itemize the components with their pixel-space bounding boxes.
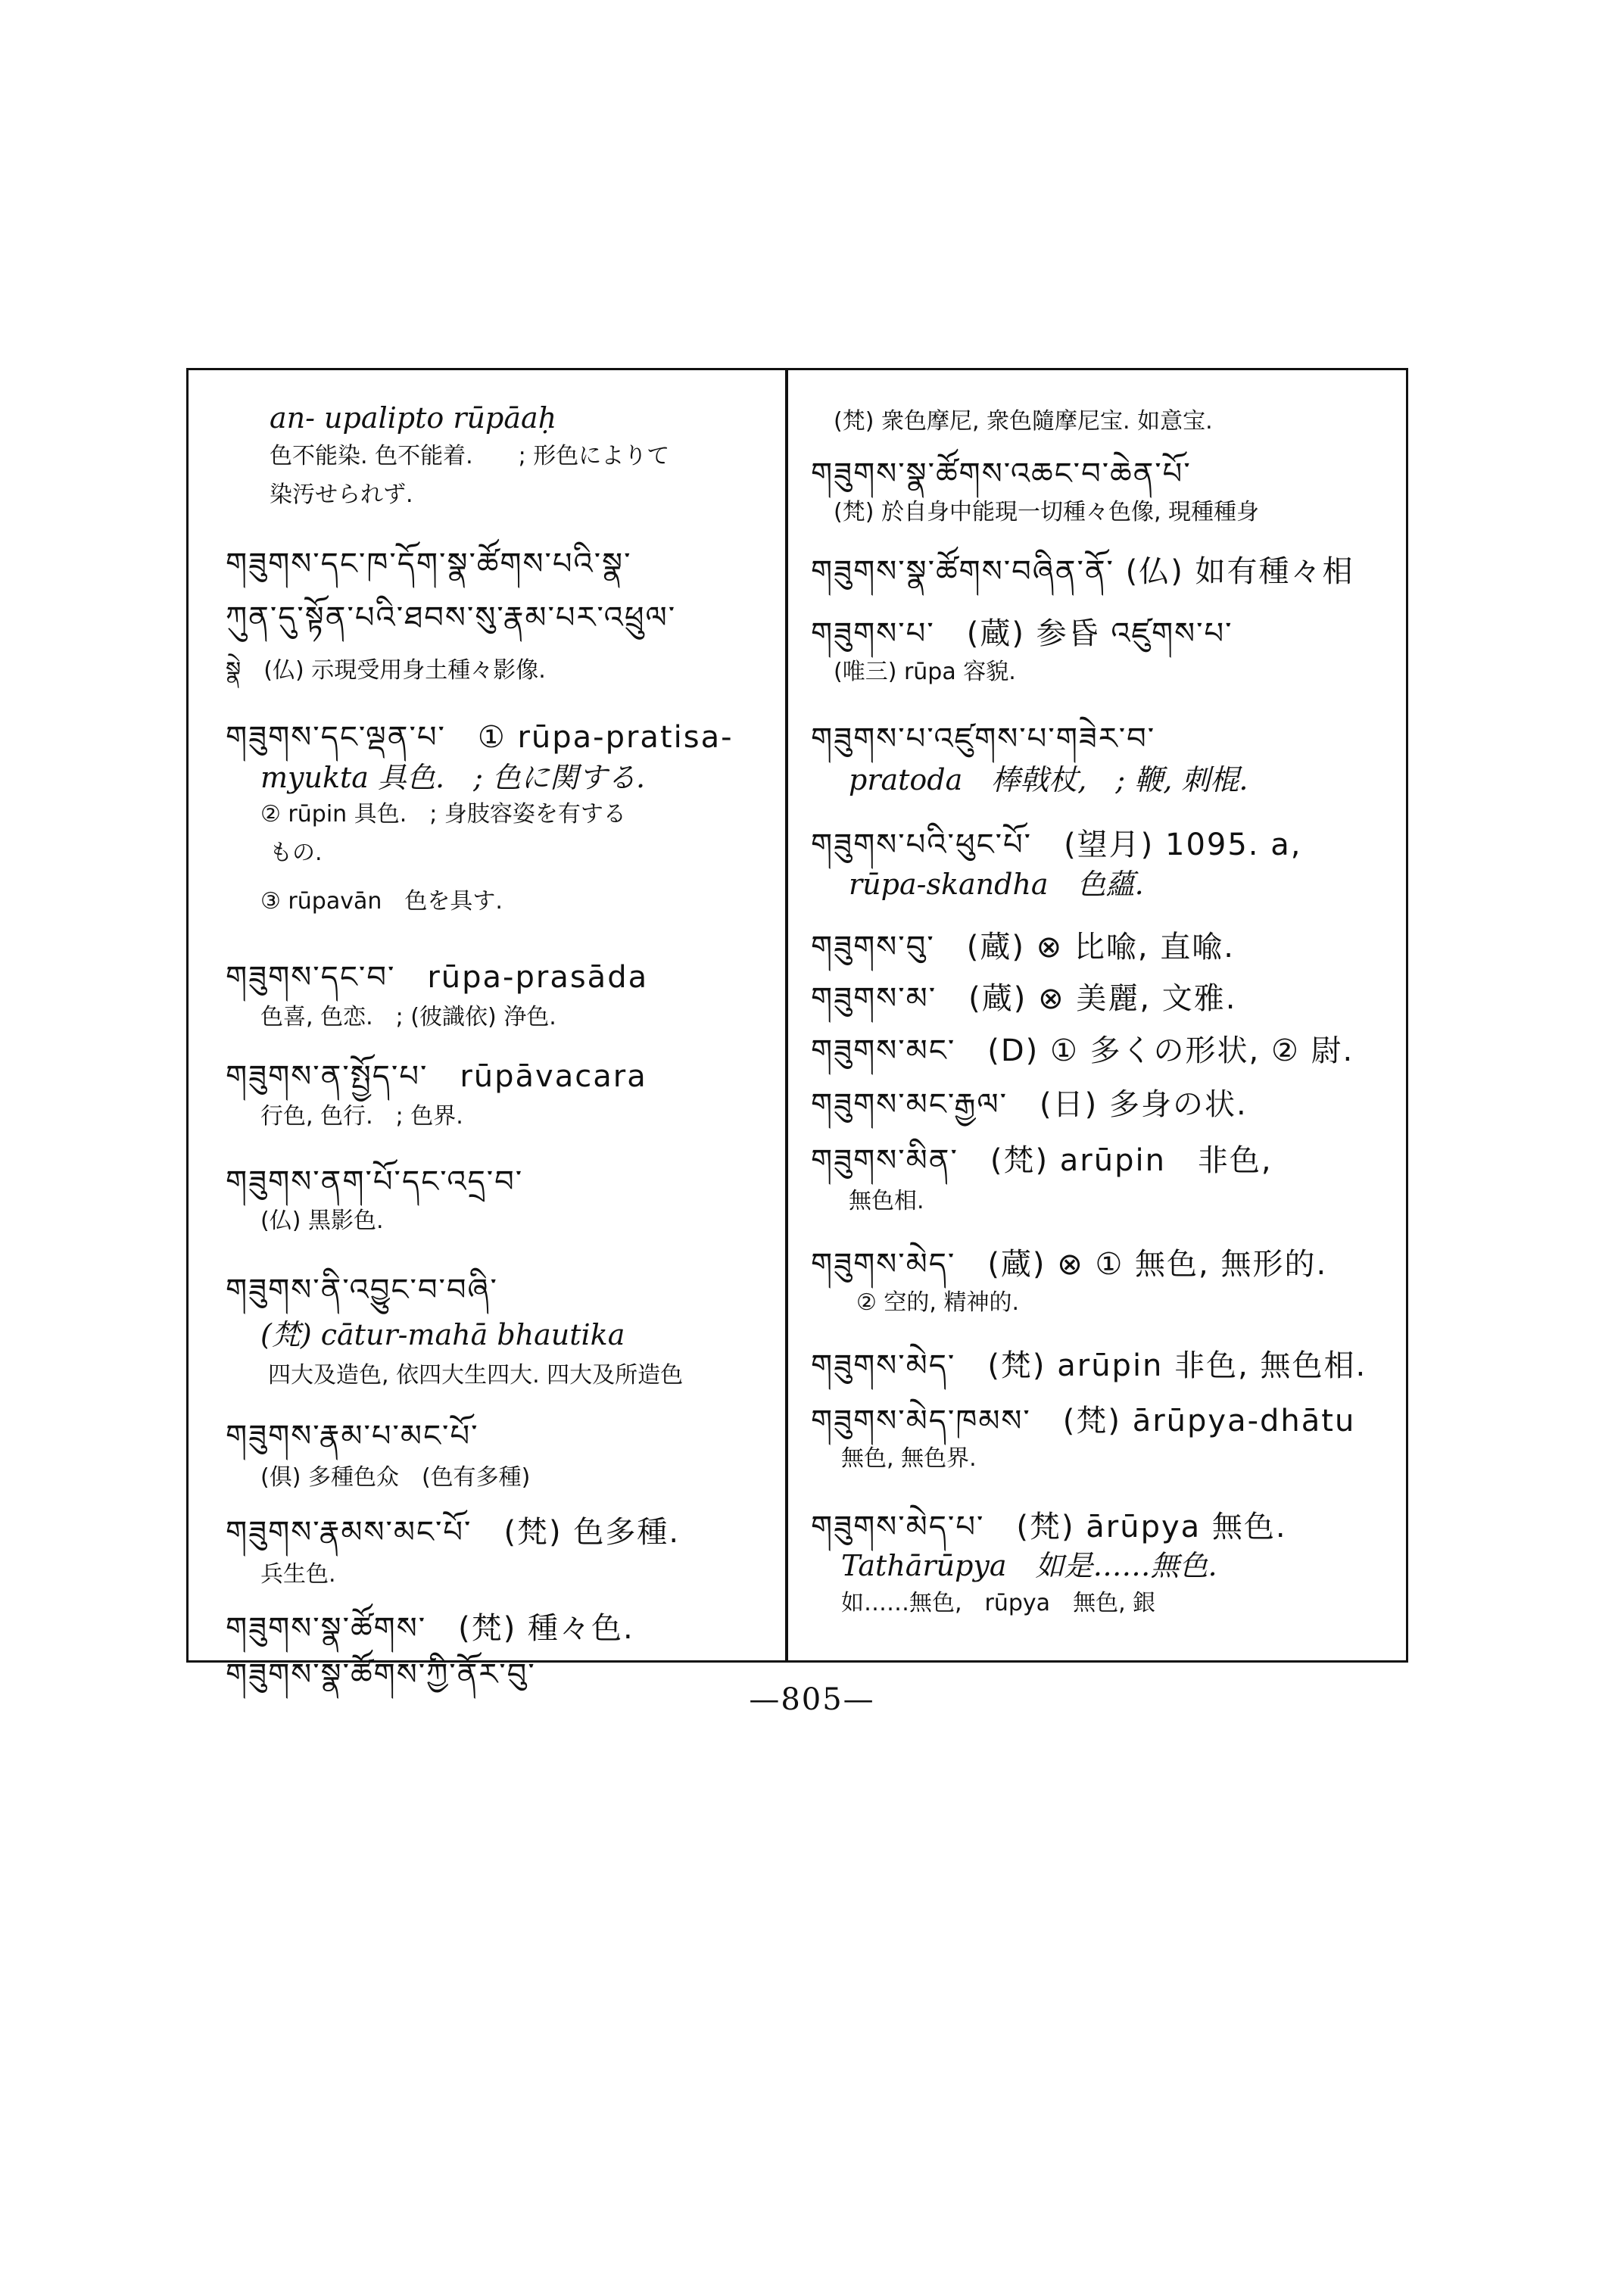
right-entry-line: 如……無色, rūpya 無色, 銀 [841, 1590, 1156, 1617]
left-entry-line: གཟུགས་སྣ་ཚོགས་ཀྱི་ནོར་བུ་ [226, 1657, 536, 1693]
right-entry-line: གཟུགས་པ་ (蔵) 参昏 འཛུགས་པ་ [811, 616, 1233, 652]
right-entry-line: (唯三) rūpa 容貌. [834, 658, 1016, 685]
right-entry-line: 無色相. [849, 1188, 924, 1215]
right-entry-line: གཟུགས་མེད་ཁམས་ (梵) ārūpya-dhātu [811, 1403, 1356, 1438]
left-entry-line: 染汚せられず. [270, 481, 413, 508]
right-entry-line: གཟུགས་མེད་ (梵) arūpin 非色, 無色相. [811, 1348, 1367, 1384]
left-entry-line: (俱) 多種色众 (色有多種) [260, 1464, 531, 1491]
right-entry-line: གཟུགས་སྣ་ཚོགས་འཆང་བ་ཆེན་པོ་ [811, 457, 1192, 492]
left-entry-line: གཟུགས་ན་སྤྱོད་པ་ rūpāvacara [226, 1059, 647, 1095]
left-entry-line: ③ rūpavān 色を具す. [260, 888, 503, 915]
left-entry-line: ② rūpin 具色. ; 身肢容姿を有する [260, 800, 626, 828]
left-entry-line: སྣེ (仏) 示現受用身土種々影像. [226, 657, 546, 684]
left-entry-line: (梵) cātur-mahā bhautika [260, 1317, 625, 1351]
left-entry-line: (仏) 黒影色. [260, 1208, 384, 1235]
right-entry-line: གཟུགས་མིན་ (梵) arūpin 非色, [811, 1143, 1273, 1179]
left-entry-line: 四大及造色, 依四大生四大. 四大及所造色 [268, 1361, 684, 1389]
left-entry-line: གཟུགས་དང་ལྡན་པ་ ① rūpa-pratisa- [226, 720, 734, 756]
left-entry-line: གཟུགས་རྣམས་མང་པོ་ (梵) 色多種. [226, 1515, 681, 1551]
left-entry-line: གཟུགས་སྣ་ཚོགས་ (梵) 種々色. [226, 1610, 634, 1646]
left-entry-line: myukta 具色. ; 色に関する. [260, 760, 646, 794]
right-entry-line: གཟུགས་མ་ (蔵) ⊗ 美麗, 文雅. [811, 981, 1237, 1017]
left-entry-line: གཟུགས་དང་ཁ་དོག་སྣ་ཚོགས་པའི་སྣ་ [226, 546, 632, 581]
right-entry-line: (梵) 衆色摩尼, 衆色隨摩尼宝. 如意宝. [834, 407, 1213, 435]
right-entry-line: Tathārūpya 如是……無色. [841, 1548, 1217, 1582]
left-entry-line: 行色, 色行. ; 色界. [260, 1102, 463, 1130]
right-entry-line: གཟུགས་མང་རྒྱལ་ (日) 多身の状. [811, 1087, 1248, 1123]
right-column [788, 368, 1408, 1663]
left-entry-line: 兵生色. [260, 1560, 336, 1588]
right-entry-line: pratoda 棒戟杖, ; 鞭, 刺棍. [849, 762, 1248, 796]
left-entry-line: གཟུགས་རྣམ་པ་མང་པོ་ [226, 1418, 479, 1454]
right-entry-line: གཟུགས་བུ་ (蔵) ⊗ 比喩, 直喩. [811, 930, 1236, 965]
right-entry-line: rūpa-skandha 色蘊. [849, 868, 1144, 902]
left-entry-line: an- upalipto rūpāaḥ [270, 401, 557, 435]
left-entry-line: གཟུགས་ནག་པོ་དང་འདྲ་བ་ [226, 1164, 524, 1199]
left-entry-line: 色喜, 色恋. ; (彼識依) 浄色. [260, 1003, 556, 1030]
right-entry-line: གཟུགས་པ་འཛུགས་པ་གཟེར་བ་ [811, 721, 1156, 756]
left-entry-line: 色不能染. 色不能着. ; 形色によりて [270, 443, 670, 470]
page-number: —805— [749, 1682, 875, 1717]
left-column [186, 368, 785, 1693]
right-entry-line: ② 空的, 精神的. [856, 1289, 1020, 1317]
right-entry-line: གཟུགས་མང་ (D) ① 多くの形状, ② 尉. [811, 1033, 1354, 1069]
right-entry-line: གཟུགས་སྣ་ཚོགས་བཞིན་ནོ་ (仏) 如有種々相 [811, 554, 1354, 590]
left-entry-line: ཀུན་དུ་སྟོན་པའི་ཐབས་སུ་རྣམ་པར་འཕྲུལ་ [226, 600, 677, 635]
left-entry-line: もの. [270, 839, 323, 866]
right-entry-line: 無色, 無色界. [841, 1445, 977, 1473]
left-entry-line: གཟུགས་ནི་འབྱུང་བ་བཞི་ [226, 1273, 498, 1308]
right-entry-line: གཟུགས་མེད་ (蔵) ⊗ ① 無色, 無形的. [811, 1247, 1328, 1283]
right-entry-line: (梵) 於自身中能現一切種々色像, 現種種身 [834, 498, 1260, 525]
right-entry-line: གཟུགས་མེད་པ་ (梵) ārūpya 無色. [811, 1509, 1287, 1544]
right-entry-line: གཟུགས་པའི་ཕུང་པོ་ (望月) 1095. a, [811, 827, 1302, 862]
left-entry-line: གཟུགས་དང་བ་ rūpa-prasāda [226, 960, 649, 996]
